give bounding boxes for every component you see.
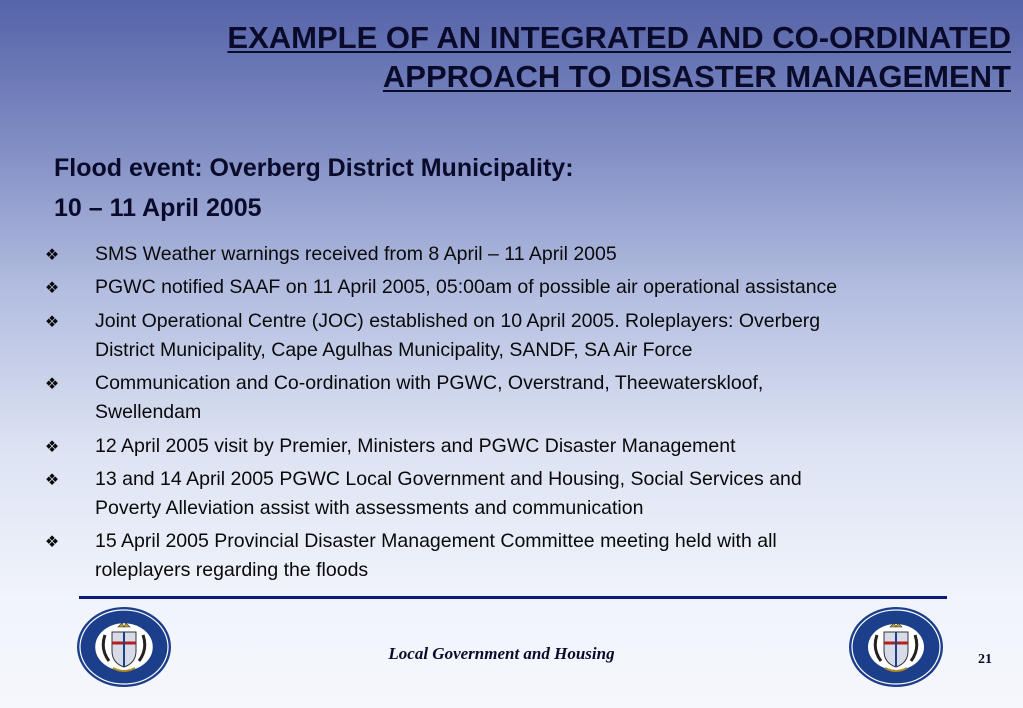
- bullet-item: [44, 432, 1009, 461]
- subtitle-line: 10 – 11 April 2005: [54, 194, 262, 222]
- bullet-text: Poverty Alleviation assist with assessments and communication: [95, 496, 644, 519]
- slide-title-line: EXAMPLE OF AN INTEGRATED AND CO-ORDINATED: [227, 20, 1011, 55]
- bullet-item: [44, 369, 1009, 427]
- slide-title-line: APPROACH TO DISASTER MANAGEMENT: [382, 59, 1011, 94]
- diamond-bullet-icon: ❖: [44, 245, 60, 264]
- bullet-text: PGWC notified SAAF on 11 April 2005, 05:00am of possible air operational assistance: [95, 276, 838, 299]
- bullet-list: [44, 240, 1009, 590]
- bullet-item: [44, 465, 1009, 523]
- diamond-bullet-icon: ❖: [44, 374, 60, 394]
- diamond-bullet-icon: ❖: [44, 278, 60, 298]
- bullet-item: [44, 527, 1009, 585]
- slide-subtitle: [54, 148, 574, 228]
- footer-divider: [79, 596, 947, 599]
- western-cape-seal-logo: [847, 605, 945, 689]
- bullet-item: [44, 307, 1009, 365]
- bullet-text: Joint Operational Centre (JOC) established on 10 April 2005. Roleplayers: Overberg: [95, 309, 821, 332]
- footer-department: Local Government and Housing: [388, 644, 615, 663]
- diamond-bullet-icon: ❖: [44, 311, 60, 331]
- bullet-text: 15 April 2005 Provincial Disaster Management Committee meeting held with all: [95, 530, 777, 553]
- bullet-text: SMS Weather warnings received from 8 April – 11 April 2005: [95, 243, 617, 265]
- bullet-text: Communication and Co-ordination with PGWC, Overstrand, Theewaterskloof,: [95, 372, 764, 395]
- bullet-item: [44, 273, 1009, 302]
- bullet-text: roleplayers regarding the floods: [95, 559, 369, 582]
- page-number: 21: [978, 652, 992, 667]
- bullet-text: Swellendam: [95, 401, 202, 424]
- bullet-item: [44, 240, 1009, 269]
- diamond-bullet-icon: ❖: [44, 436, 60, 456]
- subtitle-line: Flood event: Overberg District Municipality:: [54, 154, 574, 182]
- bullet-text: 12 April 2005 visit by Premier, Ministers and PGWC Disaster Management: [95, 434, 736, 457]
- slide-title: [51, 18, 1011, 96]
- bullet-text: District Municipality, Cape Agulhas Municipality, SANDF, SA Air Force: [95, 338, 693, 361]
- diamond-bullet-icon: ❖: [44, 469, 60, 489]
- bullet-text: 13 and 14 April 2005 PGWC Local Government and Housing, Social Services and: [95, 467, 802, 490]
- diamond-bullet-icon: ❖: [44, 532, 60, 552]
